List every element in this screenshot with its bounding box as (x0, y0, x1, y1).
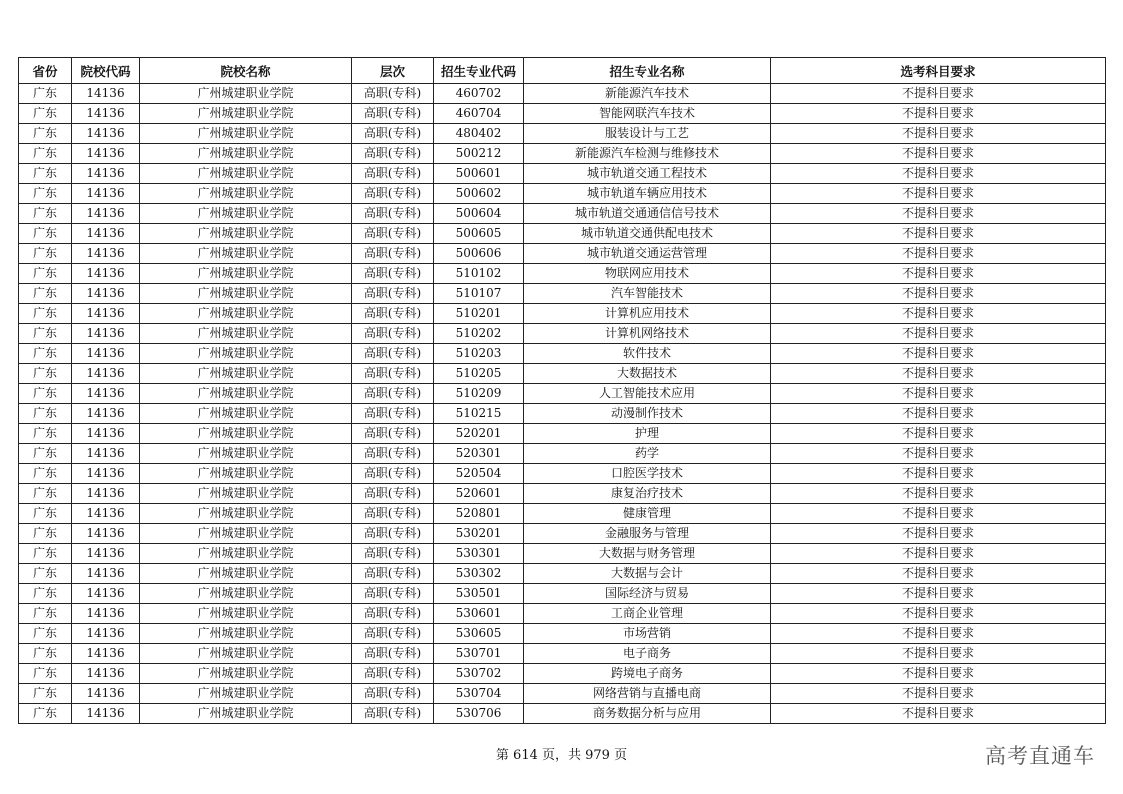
table-row (19, 584, 1106, 604)
major-code-cell: 530702 (434, 664, 524, 684)
level-cell: 高职(专科) (352, 584, 434, 604)
table-row (19, 544, 1106, 564)
province-cell: 广东 (19, 284, 72, 304)
school-code-cell: 14136 (72, 544, 140, 564)
level-cell: 高职(专科) (352, 124, 434, 144)
table-row (19, 344, 1106, 364)
watermark-text: 高考直通车 (985, 744, 1095, 768)
major-code-cell: 460702 (434, 84, 524, 104)
subject-requirement-cell: 不提科目要求 (771, 444, 1106, 464)
major-name-cell: 工商企业管理 (524, 604, 771, 624)
province-cell: 广东 (19, 444, 72, 464)
major-name-cell: 物联网应用技术 (524, 264, 771, 284)
major-name-cell: 计算机应用技术 (524, 304, 771, 324)
major-code-cell: 520301 (434, 444, 524, 464)
table-row (19, 324, 1106, 344)
major-code-cell: 530501 (434, 584, 524, 604)
subject-requirement-cell: 不提科目要求 (771, 184, 1106, 204)
subject-requirement-cell: 不提科目要求 (771, 564, 1106, 584)
major-code-cell: 510107 (434, 284, 524, 304)
school-code-cell: 14136 (72, 204, 140, 224)
level-cell: 高职(专科) (352, 344, 434, 364)
level-cell: 高职(专科) (352, 104, 434, 124)
major-name-cell: 汽车智能技术 (524, 284, 771, 304)
level-cell: 高职(专科) (352, 504, 434, 524)
major-name-cell: 商务数据分析与应用 (524, 704, 771, 724)
major-code-cell: 530601 (434, 604, 524, 624)
province-cell: 广东 (19, 484, 72, 504)
subject-requirement-cell: 不提科目要求 (771, 364, 1106, 384)
province-cell: 广东 (19, 224, 72, 244)
subject-requirement-cell: 不提科目要求 (771, 644, 1106, 664)
major-code-cell: 500212 (434, 144, 524, 164)
table-row (19, 284, 1106, 304)
major-code-cell: 500605 (434, 224, 524, 244)
major-name-cell: 服装设计与工艺 (524, 124, 771, 144)
province-cell: 广东 (19, 144, 72, 164)
province-cell: 广东 (19, 704, 72, 724)
level-cell: 高职(专科) (352, 544, 434, 564)
level-cell: 高职(专科) (352, 84, 434, 104)
level-cell: 高职(专科) (352, 164, 434, 184)
header-school-code: 院校代码 (72, 58, 140, 84)
school-name-cell: 广州城建职业学院 (140, 104, 352, 124)
major-name-cell: 人工智能技术应用 (524, 384, 771, 404)
level-cell: 高职(专科) (352, 424, 434, 444)
major-name-cell: 城市轨道车辆应用技术 (524, 184, 771, 204)
school-name-cell: 广州城建职业学院 (140, 624, 352, 644)
province-cell: 广东 (19, 264, 72, 284)
major-code-cell: 500601 (434, 164, 524, 184)
subject-requirement-cell: 不提科目要求 (771, 324, 1106, 344)
school-code-cell: 14136 (72, 464, 140, 484)
major-name-cell: 大数据技术 (524, 364, 771, 384)
table-row (19, 384, 1106, 404)
table-row (19, 124, 1106, 144)
school-code-cell: 14136 (72, 524, 140, 544)
major-name-cell: 市场营销 (524, 624, 771, 644)
table-header-row (19, 58, 1106, 84)
province-cell: 广东 (19, 304, 72, 324)
major-name-cell: 新能源汽车检测与维修技术 (524, 144, 771, 164)
school-name-cell: 广州城建职业学院 (140, 284, 352, 304)
table-row (19, 524, 1106, 544)
level-cell: 高职(专科) (352, 244, 434, 264)
subject-requirement-cell: 不提科目要求 (771, 704, 1106, 724)
table-row (19, 304, 1106, 324)
table-row (19, 104, 1106, 124)
school-name-cell: 广州城建职业学院 (140, 404, 352, 424)
subject-requirement-cell: 不提科目要求 (771, 504, 1106, 524)
subject-requirement-cell: 不提科目要求 (771, 284, 1106, 304)
major-name-cell: 电子商务 (524, 644, 771, 664)
major-name-cell: 大数据与会计 (524, 564, 771, 584)
table-row (19, 84, 1106, 104)
school-name-cell: 广州城建职业学院 (140, 684, 352, 704)
subject-requirement-cell: 不提科目要求 (771, 164, 1106, 184)
level-cell: 高职(专科) (352, 624, 434, 644)
header-major-name: 招生专业名称 (524, 58, 771, 84)
school-code-cell: 14136 (72, 704, 140, 724)
table-row (19, 564, 1106, 584)
subject-requirement-cell: 不提科目要求 (771, 84, 1106, 104)
major-code-cell: 520201 (434, 424, 524, 444)
major-name-cell: 软件技术 (524, 344, 771, 364)
province-cell: 广东 (19, 384, 72, 404)
major-code-cell: 510203 (434, 344, 524, 364)
province-cell: 广东 (19, 564, 72, 584)
level-cell: 高职(专科) (352, 684, 434, 704)
province-cell: 广东 (19, 664, 72, 684)
table-row (19, 704, 1106, 724)
school-code-cell: 14136 (72, 284, 140, 304)
major-name-cell: 城市轨道交通供配电技术 (524, 224, 771, 244)
major-name-cell: 健康管理 (524, 504, 771, 524)
major-name-cell: 大数据与财务管理 (524, 544, 771, 564)
school-code-cell: 14136 (72, 584, 140, 604)
province-cell: 广东 (19, 404, 72, 424)
major-name-cell: 城市轨道交通工程技术 (524, 164, 771, 184)
subject-requirement-cell: 不提科目要求 (771, 404, 1106, 424)
school-name-cell: 广州城建职业学院 (140, 344, 352, 364)
subject-requirement-cell: 不提科目要求 (771, 124, 1106, 144)
school-name-cell: 广州城建职业学院 (140, 424, 352, 444)
subject-requirement-cell: 不提科目要求 (771, 584, 1106, 604)
major-code-cell: 510202 (434, 324, 524, 344)
admission-table (18, 57, 1106, 724)
province-cell: 广东 (19, 84, 72, 104)
level-cell: 高职(专科) (352, 324, 434, 344)
major-code-cell: 530302 (434, 564, 524, 584)
school-code-cell: 14136 (72, 644, 140, 664)
school-code-cell: 14136 (72, 344, 140, 364)
level-cell: 高职(专科) (352, 364, 434, 384)
school-name-cell: 广州城建职业学院 (140, 204, 352, 224)
subject-requirement-cell: 不提科目要求 (771, 624, 1106, 644)
page-number: 第 614 页，共 979 页 (495, 748, 628, 763)
table-row (19, 184, 1106, 204)
level-cell: 高职(专科) (352, 564, 434, 584)
province-cell: 广东 (19, 164, 72, 184)
level-cell: 高职(专科) (352, 444, 434, 464)
major-name-cell: 康复治疗技术 (524, 484, 771, 504)
subject-requirement-cell: 不提科目要求 (771, 224, 1106, 244)
province-cell: 广东 (19, 424, 72, 444)
school-name-cell: 广州城建职业学院 (140, 304, 352, 324)
level-cell: 高职(专科) (352, 284, 434, 304)
school-name-cell: 广州城建职业学院 (140, 444, 352, 464)
major-code-cell: 510209 (434, 384, 524, 404)
table-row (19, 624, 1106, 644)
major-code-cell: 510201 (434, 304, 524, 324)
province-cell: 广东 (19, 504, 72, 524)
major-name-cell: 城市轨道交通通信信号技术 (524, 204, 771, 224)
major-code-cell: 530605 (434, 624, 524, 644)
major-code-cell: 500606 (434, 244, 524, 264)
major-code-cell: 520601 (434, 484, 524, 504)
header-province: 省份 (19, 58, 72, 84)
major-name-cell: 国际经济与贸易 (524, 584, 771, 604)
subject-requirement-cell: 不提科目要求 (771, 424, 1106, 444)
school-code-cell: 14136 (72, 324, 140, 344)
table-row (19, 604, 1106, 624)
subject-requirement-cell: 不提科目要求 (771, 264, 1106, 284)
school-code-cell: 14136 (72, 444, 140, 464)
subject-requirement-cell: 不提科目要求 (771, 484, 1106, 504)
major-name-cell: 计算机网络技术 (524, 324, 771, 344)
school-name-cell: 广州城建职业学院 (140, 704, 352, 724)
major-code-cell: 460704 (434, 104, 524, 124)
level-cell: 高职(专科) (352, 384, 434, 404)
school-code-cell: 14136 (72, 184, 140, 204)
table-row (19, 664, 1106, 684)
school-code-cell: 14136 (72, 224, 140, 244)
table-row (19, 684, 1106, 704)
subject-requirement-cell: 不提科目要求 (771, 464, 1106, 484)
major-code-cell: 520801 (434, 504, 524, 524)
school-name-cell: 广州城建职业学院 (140, 544, 352, 564)
province-cell: 广东 (19, 244, 72, 264)
level-cell: 高职(专科) (352, 644, 434, 664)
province-cell: 广东 (19, 124, 72, 144)
table-row (19, 204, 1106, 224)
level-cell: 高职(专科) (352, 704, 434, 724)
subject-requirement-cell: 不提科目要求 (771, 544, 1106, 564)
major-name-cell: 口腔医学技术 (524, 464, 771, 484)
subject-requirement-cell: 不提科目要求 (771, 524, 1106, 544)
school-name-cell: 广州城建职业学院 (140, 584, 352, 604)
province-cell: 广东 (19, 464, 72, 484)
school-name-cell: 广州城建职业学院 (140, 564, 352, 584)
level-cell: 高职(专科) (352, 604, 434, 624)
school-code-cell: 14136 (72, 484, 140, 504)
table-row (19, 424, 1106, 444)
school-code-cell: 14136 (72, 384, 140, 404)
school-code-cell: 14136 (72, 504, 140, 524)
table-body (19, 84, 1106, 724)
school-code-cell: 14136 (72, 104, 140, 124)
table-row (19, 244, 1106, 264)
subject-requirement-cell: 不提科目要求 (771, 104, 1106, 124)
major-code-cell: 500602 (434, 184, 524, 204)
major-code-cell: 530701 (434, 644, 524, 664)
level-cell: 高职(专科) (352, 524, 434, 544)
province-cell: 广东 (19, 204, 72, 224)
school-code-cell: 14136 (72, 144, 140, 164)
school-code-cell: 14136 (72, 664, 140, 684)
school-name-cell: 广州城建职业学院 (140, 524, 352, 544)
major-code-cell: 510215 (434, 404, 524, 424)
header-subject-requirement: 选考科目要求 (771, 58, 1106, 84)
major-name-cell: 智能网联汽车技术 (524, 104, 771, 124)
level-cell: 高职(专科) (352, 264, 434, 284)
table-row (19, 404, 1106, 424)
school-code-cell: 14136 (72, 624, 140, 644)
school-name-cell: 广州城建职业学院 (140, 644, 352, 664)
table-row (19, 144, 1106, 164)
province-cell: 广东 (19, 104, 72, 124)
school-code-cell: 14136 (72, 404, 140, 424)
school-name-cell: 广州城建职业学院 (140, 124, 352, 144)
level-cell: 高职(专科) (352, 184, 434, 204)
school-name-cell: 广州城建职业学院 (140, 144, 352, 164)
school-name-cell: 广州城建职业学院 (140, 244, 352, 264)
school-name-cell: 广州城建职业学院 (140, 264, 352, 284)
subject-requirement-cell: 不提科目要求 (771, 204, 1106, 224)
school-name-cell: 广州城建职业学院 (140, 384, 352, 404)
province-cell: 广东 (19, 644, 72, 664)
school-code-cell: 14136 (72, 304, 140, 324)
province-cell: 广东 (19, 544, 72, 564)
table-row (19, 644, 1106, 664)
table-row (19, 364, 1106, 384)
school-code-cell: 14136 (72, 264, 140, 284)
province-cell: 广东 (19, 524, 72, 544)
school-name-cell: 广州城建职业学院 (140, 224, 352, 244)
major-code-cell: 530706 (434, 704, 524, 724)
major-name-cell: 城市轨道交通运营管理 (524, 244, 771, 264)
level-cell: 高职(专科) (352, 664, 434, 684)
major-code-cell: 530301 (434, 544, 524, 564)
province-cell: 广东 (19, 604, 72, 624)
major-name-cell: 跨境电子商务 (524, 664, 771, 684)
province-cell: 广东 (19, 624, 72, 644)
major-code-cell: 520504 (434, 464, 524, 484)
major-code-cell: 510205 (434, 364, 524, 384)
school-name-cell: 广州城建职业学院 (140, 504, 352, 524)
province-cell: 广东 (19, 324, 72, 344)
subject-requirement-cell: 不提科目要求 (771, 344, 1106, 364)
school-name-cell: 广州城建职业学院 (140, 464, 352, 484)
school-name-cell: 广州城建职业学院 (140, 364, 352, 384)
school-code-cell: 14136 (72, 244, 140, 264)
school-name-cell: 广州城建职业学院 (140, 664, 352, 684)
level-cell: 高职(专科) (352, 404, 434, 424)
table-row (19, 264, 1106, 284)
major-code-cell: 530704 (434, 684, 524, 704)
level-cell: 高职(专科) (352, 204, 434, 224)
school-code-cell: 14136 (72, 424, 140, 444)
table-row (19, 504, 1106, 524)
school-name-cell: 广州城建职业学院 (140, 84, 352, 104)
subject-requirement-cell: 不提科目要求 (771, 244, 1106, 264)
level-cell: 高职(专科) (352, 144, 434, 164)
major-code-cell: 480402 (434, 124, 524, 144)
school-name-cell: 广州城建职业学院 (140, 184, 352, 204)
school-code-cell: 14136 (72, 84, 140, 104)
school-code-cell: 14136 (72, 124, 140, 144)
major-name-cell: 新能源汽车技术 (524, 84, 771, 104)
subject-requirement-cell: 不提科目要求 (771, 684, 1106, 704)
table-row (19, 444, 1106, 464)
school-code-cell: 14136 (72, 684, 140, 704)
header-school-name: 院校名称 (140, 58, 352, 84)
province-cell: 广东 (19, 184, 72, 204)
province-cell: 广东 (19, 684, 72, 704)
header-major-code: 招生专业代码 (434, 58, 524, 84)
level-cell: 高职(专科) (352, 464, 434, 484)
province-cell: 广东 (19, 584, 72, 604)
header-level: 层次 (352, 58, 434, 84)
school-name-cell: 广州城建职业学院 (140, 164, 352, 184)
major-name-cell: 护理 (524, 424, 771, 444)
school-code-cell: 14136 (72, 604, 140, 624)
level-cell: 高职(专科) (352, 304, 434, 324)
school-code-cell: 14136 (72, 564, 140, 584)
level-cell: 高职(专科) (352, 484, 434, 504)
table-row (19, 484, 1106, 504)
subject-requirement-cell: 不提科目要求 (771, 384, 1106, 404)
major-code-cell: 530201 (434, 524, 524, 544)
school-name-cell: 广州城建职业学院 (140, 604, 352, 624)
subject-requirement-cell: 不提科目要求 (771, 144, 1106, 164)
school-code-cell: 14136 (72, 164, 140, 184)
school-name-cell: 广州城建职业学院 (140, 324, 352, 344)
major-name-cell: 金融服务与管理 (524, 524, 771, 544)
major-code-cell: 510102 (434, 264, 524, 284)
subject-requirement-cell: 不提科目要求 (771, 304, 1106, 324)
province-cell: 广东 (19, 344, 72, 364)
subject-requirement-cell: 不提科目要求 (771, 664, 1106, 684)
major-name-cell: 动漫制作技术 (524, 404, 771, 424)
level-cell: 高职(专科) (352, 224, 434, 244)
school-name-cell: 广州城建职业学院 (140, 484, 352, 504)
major-code-cell: 500604 (434, 204, 524, 224)
table-row (19, 224, 1106, 244)
school-code-cell: 14136 (72, 364, 140, 384)
subject-requirement-cell: 不提科目要求 (771, 604, 1106, 624)
major-name-cell: 网络营销与直播电商 (524, 684, 771, 704)
table-row (19, 464, 1106, 484)
table-row (19, 164, 1106, 184)
province-cell: 广东 (19, 364, 72, 384)
major-name-cell: 药学 (524, 444, 771, 464)
